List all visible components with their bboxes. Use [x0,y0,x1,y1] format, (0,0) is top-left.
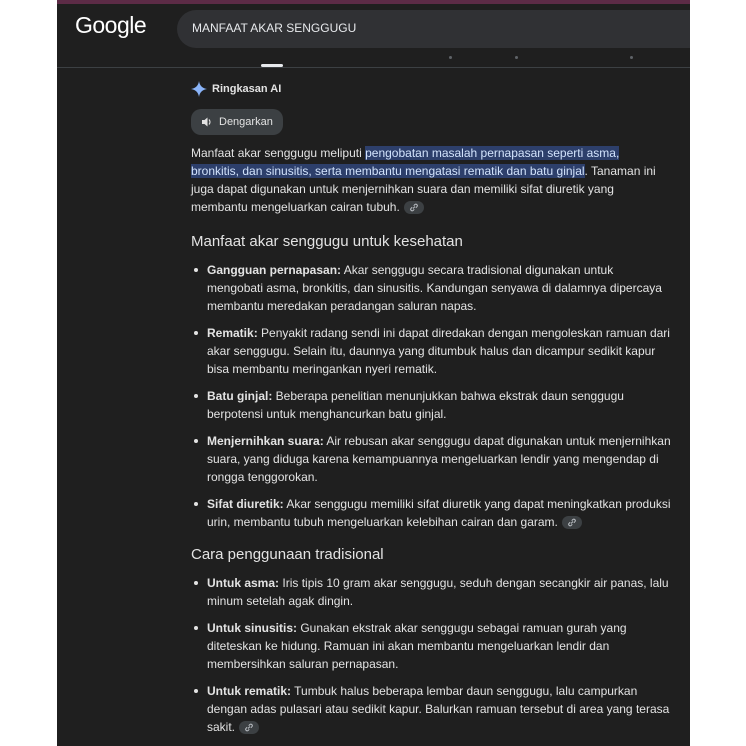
list-item-text: Iris tipis 10 gram akar senggugu, seduh dengan secangkir air panas, lalu minum setelah agak dingin. [207,576,669,608]
listen-button[interactable] [191,109,283,135]
google-logo[interactable]: Google [75,12,147,38]
list-item-term: Untuk asma: [207,576,280,590]
section-heading-usage: Cara penggunaan tradisional [191,546,384,563]
list-item-text: Akar senggugu memiliki sifat diuretik yang dapat meningkatkan produksi urin, membantu tubuh mengeluarkan kelebihan cairan dan garam. [207,497,671,529]
summary-highlight[interactable]: pengobatan masalah pernapasan seperti asma, bronkitis, dan sinusitis, serta membantu mengatasi rematik dan batu ginjal [191,146,620,178]
list-item-term: Untuk sinusitis: [207,621,298,635]
list-item-term: Sifat diuretik: [207,497,284,511]
top-accent-bar [57,0,690,4]
list-item-text: Penyakit radang sendi ini dapat diredakan dengan mengoleskan ramuan dari akar senggugu. Selain itu, daunnya yang ditumbuk halus dan dicampur sedikit kapur bisa membantu meringankan nyeri rematik. [207,326,670,376]
list-item [191,432,671,486]
list-item-term: Untuk rematik: [207,684,292,698]
list-item [191,324,671,378]
list-item [191,387,671,423]
search-box[interactable] [177,10,690,48]
summary-text: Manfaat akar senggugu meliputi [191,146,366,160]
list-item [191,495,671,531]
list-item-text: Air rebusan akar senggugu dapat digunakan untuk menjernihkan suara, yang diduga karena kemampuannya mengeluarkan lendir yang mengendap di rongga tenggorokan. [207,434,671,484]
list-item-text: Gunakan ekstrak akar senggugu sebagai ramuan gurah yang diteteskan ke hidung. Ramuan ini akan membantu mengeluarkan lendir dan membersihkan saluran pernapasan. [207,621,627,671]
tab-dot [515,56,518,59]
listen-label: Dengarkan [219,116,273,128]
tab-dot [630,56,633,59]
source-link-chip[interactable] [239,721,259,734]
source-link-chip[interactable] [562,516,582,529]
list-item [191,619,671,673]
link-icon [244,723,254,732]
list-item [191,574,671,610]
usage-list [191,574,671,745]
list-item-term: Rematik: [207,326,258,340]
list-item [191,261,671,315]
list-item-term: Batu ginjal: [207,389,273,403]
summary-paragraph [191,144,666,216]
summary-text: . Tanaman ini juga dapat digunakan untuk menjernihkan suara dan memiliki sifat diuretik yang membantu mengeluarkan cairan tubuh. [191,164,656,214]
list-item-text: Beberapa penelitian menunjukkan bahwa ekstrak daun senggugu berpotensi untuk menghancurkan batu ginjal. [207,389,624,421]
sparkle-icon [191,81,207,97]
list-item-term: Menjernihkan suara: [207,434,324,448]
list-item [191,682,671,736]
source-link-chip[interactable] [404,201,424,214]
list-item-text: Tumbuk halus beberapa lembar daun senggugu, lalu campurkan dengan adas pulasari atau sedikit kapur. Balurkan ramuan tersebut di area yang terasa sakit. [207,684,670,734]
list-item-term: Gangguan pernapasan: [207,263,342,277]
tab-dot [449,56,452,59]
speaker-icon [201,116,213,128]
benefits-list [191,261,671,540]
search-input[interactable]: MANFAAT AKAR SENGGUGU [192,21,357,35]
link-icon [409,203,419,212]
tab-divider [57,67,690,68]
list-item-text: Akar senggugu secara tradisional digunakan untuk mengobati asma, bronkitis, dan sinusitis. Kandungan senyawa di dalamnya dipercaya membantu meredakan peradangan saluran napas. [207,263,662,313]
section-heading-benefits: Manfaat akar senggugu untuk kesehatan [191,233,463,250]
link-icon [567,518,577,527]
ai-overview-title: Ringkasan AI [212,83,282,95]
ai-overview-header [191,80,281,98]
browser-frame [57,0,690,746]
